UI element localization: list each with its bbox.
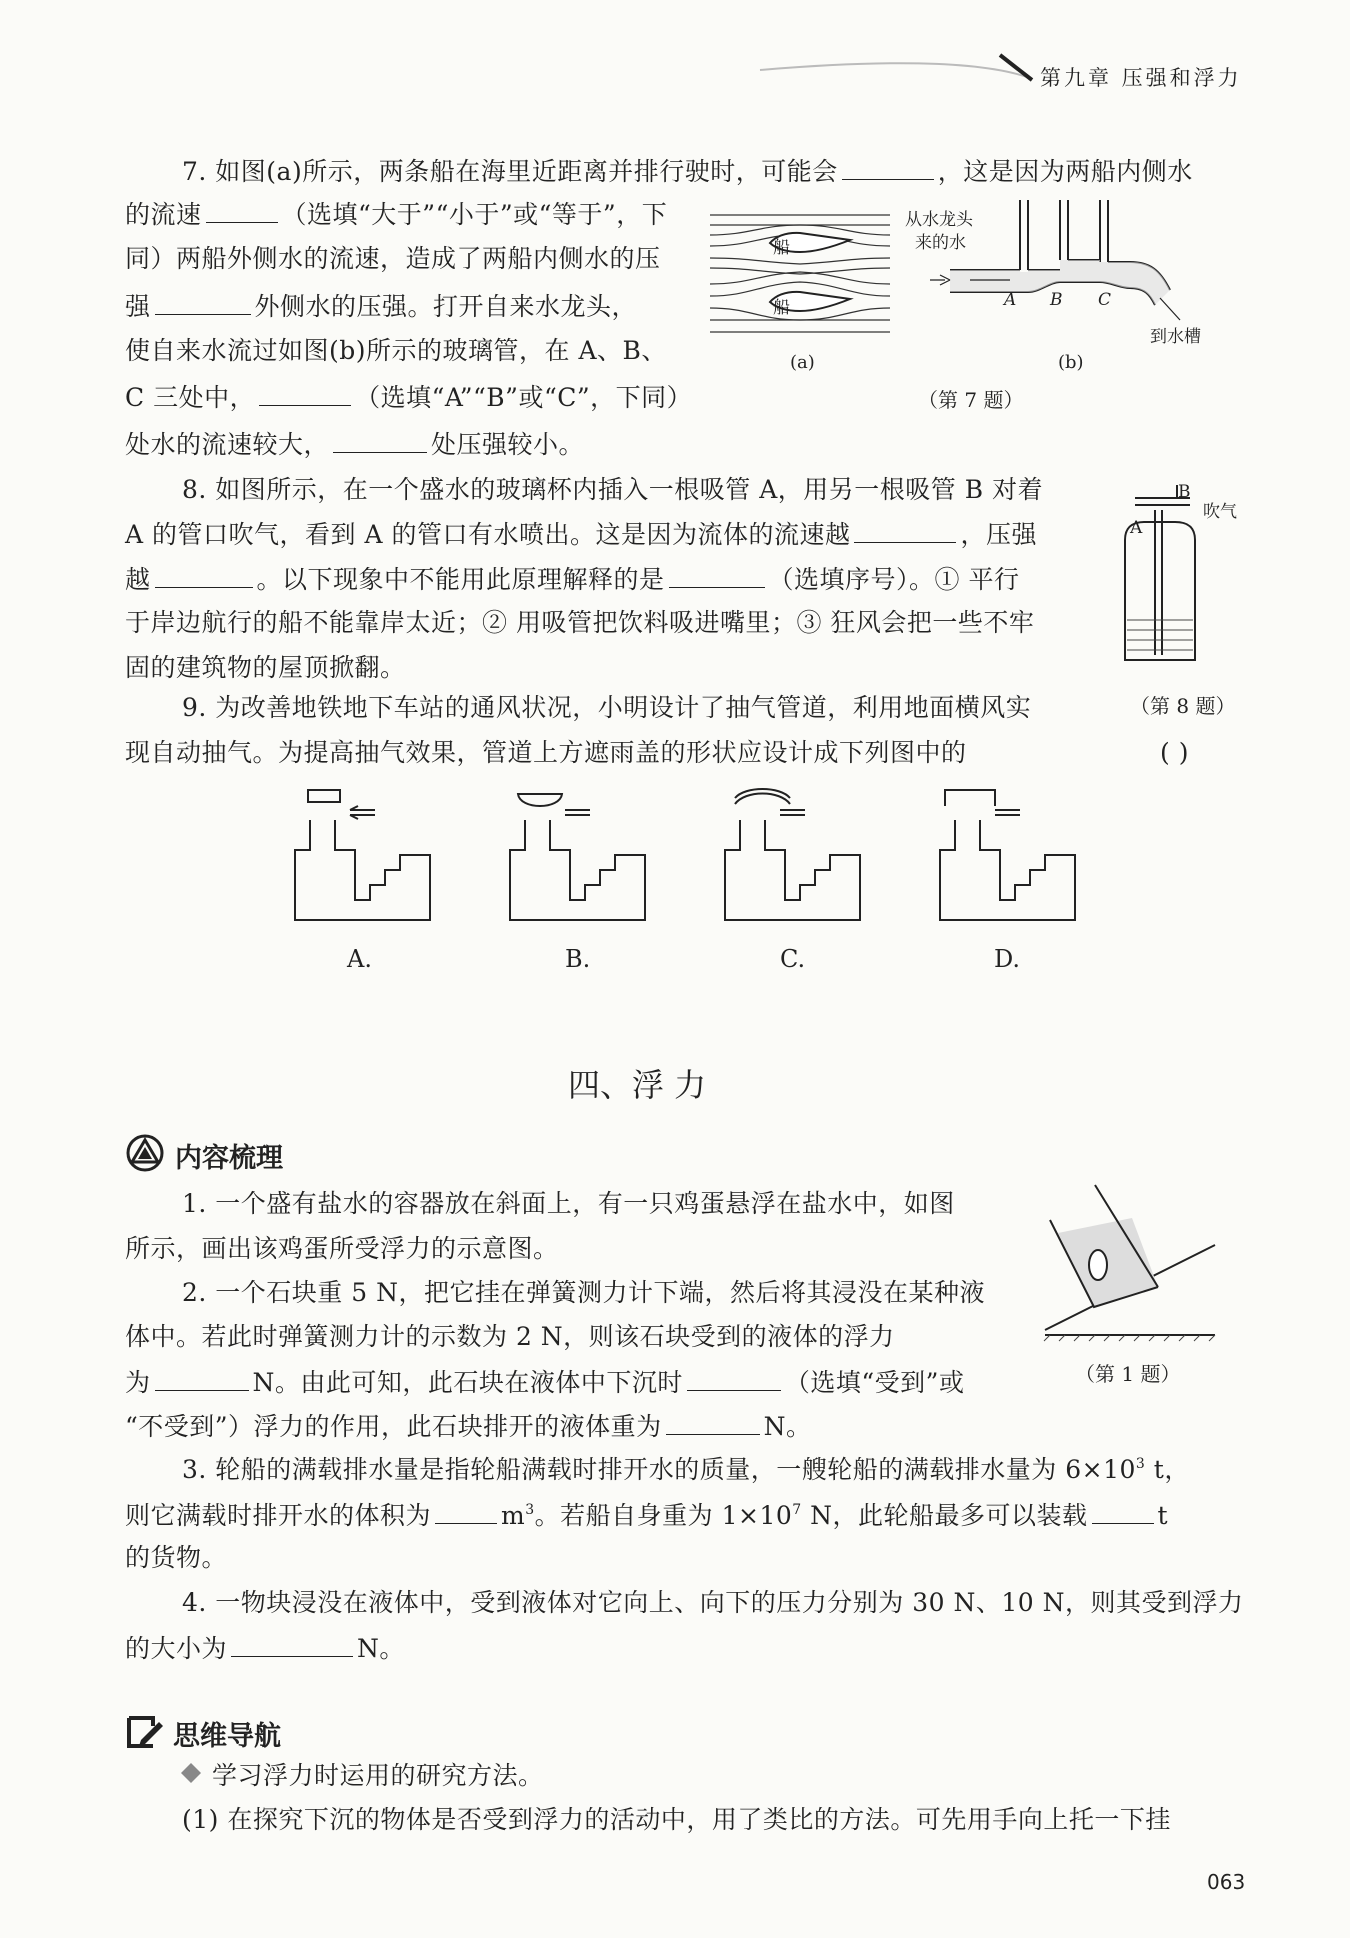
fig7b-label-B: B <box>1050 290 1063 310</box>
q9-option-A[interactable]: A. <box>347 945 372 973</box>
fig7b-label: (b) <box>1058 352 1084 373</box>
content-heading: 内容梳理 <box>175 1143 283 1174</box>
s1-line1: 1. 一个盛有盐水的容器放在斜面上，有一只鸡蛋悬浮在盐水中，如图 <box>182 1189 955 1218</box>
q7-line2: 的流速 （选填“大于”“小于”或“等于”，下 <box>125 200 668 229</box>
q8-line2: A 的管口吹气，看到 A 的管口有水喷出。这是因为流体的流速越 ，压强 <box>125 520 1037 549</box>
q7-line6: C 三处中， （选填“A”“B”或“C”，下同） <box>125 383 693 412</box>
q8-line5: 固的建筑物的屋顶掀翻。 <box>125 653 406 682</box>
q8-line1: 8. 如图所示，在一个盛水的玻璃杯内插入一根吸管 A，用另一根吸管 B 对着 <box>182 475 1044 504</box>
q7-line4: 强 外侧水的压强。打开自来水龙头， <box>125 292 638 321</box>
s3-line2: 则它满载时排开水的体积为 $m^3$。若船自身重为 $1\times 10^7$ N，此轮船最多可以装载 t <box>125 1501 1169 1530</box>
fig7a-ship-label-1: 船 <box>773 238 790 258</box>
q9-option-D[interactable]: D. <box>994 945 1021 973</box>
s2-line3: 为 N。由此可知，此石块在液体中下沉时 （选填“受到”或 <box>125 1368 965 1397</box>
nav-heading: 思维导航 <box>173 1721 281 1752</box>
figure-7a-ships <box>710 210 890 340</box>
q9-line1: 9. 为改善地铁地下车站的通风状况，小明设计了抽气管道，利用地面横风实 <box>182 693 1032 722</box>
q9-option-B[interactable]: B. <box>565 945 591 973</box>
s2-line2: 体中。若此时弹簧测力计的示数为 2 N，则该石块受到的液体的浮力 <box>125 1322 895 1351</box>
nav-line2: (1) 在探究下沉的物体是否受到浮力的活动中，用了类比的方法。可先用手向上托一下挂 <box>182 1805 1171 1834</box>
fig-s1-caption: （第 1 题） <box>1075 1362 1181 1386</box>
s2-line4: “不受到”）浮力的作用，此石块排开的液体重为 N。 <box>125 1412 812 1441</box>
s2-line1: 2. 一个石块重 5 N，把它挂在弹簧测力计下端，然后将其浸没在某种液 <box>182 1278 985 1307</box>
fig8-label-A: A <box>1130 518 1143 538</box>
fig7b-label-C: C <box>1098 290 1112 310</box>
q7-line3: 同）两船外侧水的流速，造成了两船内侧水的压 <box>125 244 661 273</box>
fig8-label-blow: 吹气 <box>1203 502 1237 522</box>
nav-line1: 学习浮力时运用的研究方法。 <box>212 1761 544 1790</box>
q9-line2: 现自动抽气。为提高抽气效果，管道上方遮雨盖的形状应设计成下列图中的 <box>125 738 967 767</box>
s3-line1: 3. 轮船的满载排水量是指轮船满载时排开水的质量，一艘轮船的满载排水量为 $6\times 10^3$ t， <box>182 1455 1190 1484</box>
fig8-label-B: B <box>1178 482 1191 502</box>
fig7a-label: (a) <box>790 352 815 373</box>
q9-option-figures <box>280 790 1280 940</box>
fig7b-label-A: A <box>1004 290 1017 310</box>
q9-answer-paren: ( ) <box>1160 738 1189 767</box>
q9-option-C[interactable]: C. <box>780 945 806 973</box>
q7-line7: 处水的流速较大， 处压强较小。 <box>125 430 585 459</box>
fig7b-tap-label-2: 来的水 <box>915 233 966 253</box>
s4-line2: 的大小为 N。 <box>125 1634 405 1663</box>
figure-s1-incline <box>1040 1185 1225 1335</box>
fig7b-tap-label: 从水龙头 <box>905 210 973 230</box>
fig7a-ship-label-2: 船 <box>773 298 790 318</box>
s3-line3: 的货物。 <box>125 1543 228 1572</box>
pencil-icon <box>125 1714 165 1750</box>
s4-line1: 4. 一物块浸没在液体中，受到液体对它向上、向下的压力分别为 30 N、10 N，则其受到浮力 <box>182 1588 1244 1617</box>
fig7-caption: （第 7 题） <box>918 388 1024 412</box>
fig7b-sink-label: 到水槽 <box>1150 327 1201 347</box>
section-title: 四、浮 力 <box>568 1066 707 1104</box>
triangle-icon <box>125 1133 165 1173</box>
fig8-caption: （第 8 题） <box>1130 694 1236 718</box>
s1-line2: 所示，画出该鸡蛋所受浮力的示意图。 <box>125 1234 559 1263</box>
diamond-bullet-icon <box>180 1762 202 1784</box>
q8-line4: 于岸边航行的船不能靠岸太近；② 用吸管把饮料吸进嘴里；③ 狂风会把一些不牢 <box>125 608 1035 637</box>
q7-line1: 7. 如图(a)所示，两条船在海里近距离并排行驶时，可能会 ，这是因为两船内侧水 <box>182 157 1193 186</box>
q7-line5: 使自来水流过如图(b)所示的玻璃管，在 A、B、 <box>125 336 667 365</box>
chapter-title: 第九章 压强和浮力 <box>1040 66 1242 90</box>
q8-line3: 越 。以下现象中不能用此原理解释的是 （选填序号）。① 平行 <box>125 565 1020 594</box>
page-number: 063 <box>1207 1870 1246 1894</box>
